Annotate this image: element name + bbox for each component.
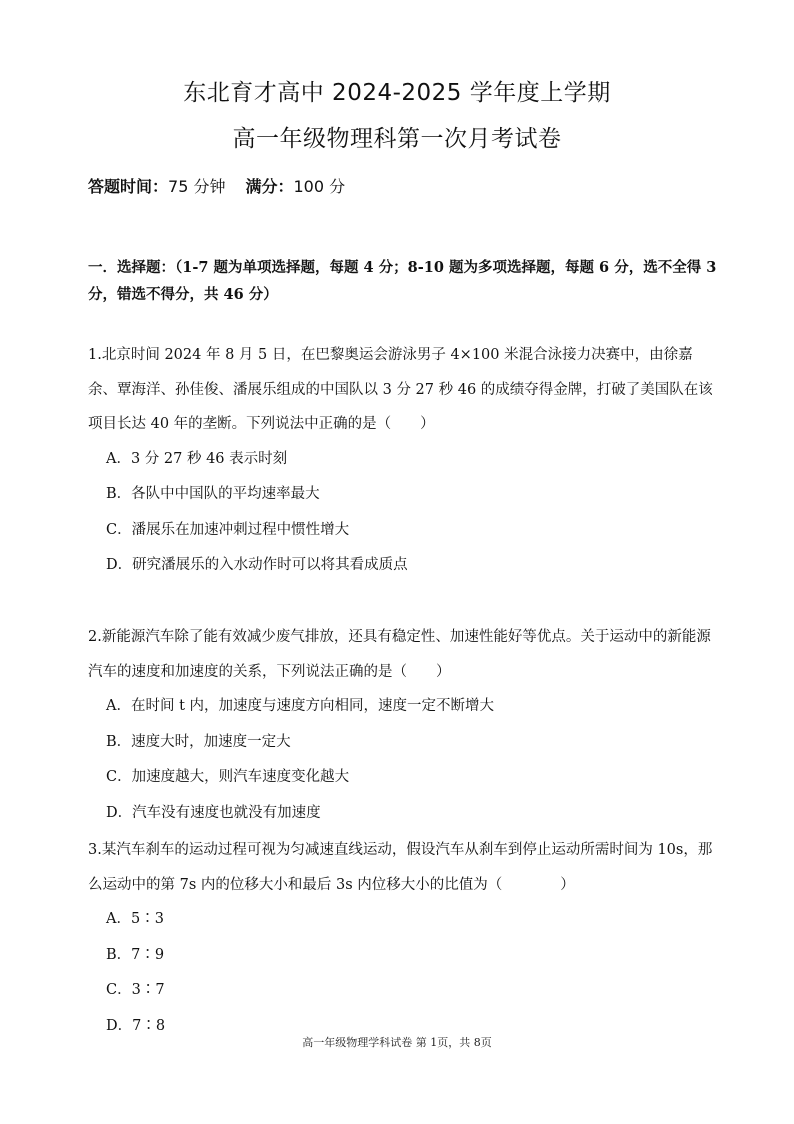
option-c: C．加速度越大，则汽车速度变化越大 [106, 769, 350, 785]
exam-school-title: 东北育才高中 2024-2025 学年度上学期 [183, 80, 611, 106]
section-heading: 一．选择题：（1-7 题为单项选择题，每题 4 分；8-10 题为多项选择题，每题 6 分，选不全得 3 分，错选不得分，共 46 分） [88, 259, 717, 303]
page-footer: 高一年级物理学科试卷 第 1页，共 8页 [302, 1036, 492, 1049]
option-a: A．3 分 27 秒 46 表示时刻 [106, 450, 288, 467]
option-c: C．潘展乐在加速冲刺过程中惯性增大 [106, 521, 350, 538]
option-b: B．速度大时，加速度一定大 [106, 733, 291, 750]
option-a: A．在时间 t 内，加速度与速度方向相同，速度一定不断增大 [106, 698, 495, 714]
option-a: A．5∶3 [106, 911, 164, 927]
exam-paper-title: 高一年级物理科第一次月考试卷 [232, 126, 562, 152]
question-stem: 2.新能源汽车除了能有效减少废气排放，还具有稳定性、加速性能好等优点。关于运动中的新能源汽车的速度和加速度的关系，下列说法正确的是（ ） [88, 629, 711, 680]
exam-info [88, 174, 345, 197]
question-1 [88, 338, 718, 584]
option-b: B．7∶9 [106, 946, 165, 963]
score-label: 满分： [245, 177, 294, 196]
option-d: D．汽车没有速度也就没有加速度 [106, 804, 321, 821]
option-b: B．各队中中国队的平均速率最大 [106, 486, 320, 502]
option-d: D．研究潘展乐的入水动作时可以将其看成质点 [106, 557, 408, 573]
option-list [88, 442, 718, 584]
time-value: 75 分钟 [168, 177, 226, 196]
option-c: C．3∶7 [106, 982, 165, 998]
question-stem: 1.北京时间 2024 年 8 月 5 日，在巴黎奥运会游泳男子 4×100 米混合泳接力决赛中，由徐嘉余、覃海洋、孙佳俊、潘展乐组成的中国队以 3 分 27 秒 46 的成绩夺得金牌，打破了美国队在该项目长达 40 年的垄断。下列说法中正确的是（ ） [88, 347, 713, 432]
option-list [88, 689, 718, 831]
score-value: 100 分 [293, 177, 346, 196]
time-label: 答题时间： [88, 177, 169, 196]
question-stem: 3.某汽车刹车的运动过程可视为匀减速直线运动，假设汽车从刹车到停止运动所需时间为 10s，那么运动中的第 7s 内的位移大小和最后 3s 内位移大小的比值为（ ） [88, 842, 713, 893]
question-3 [88, 833, 718, 1044]
option-d: D．7∶8 [106, 1017, 166, 1034]
question-2 [88, 620, 718, 831]
option-list [88, 902, 718, 1044]
